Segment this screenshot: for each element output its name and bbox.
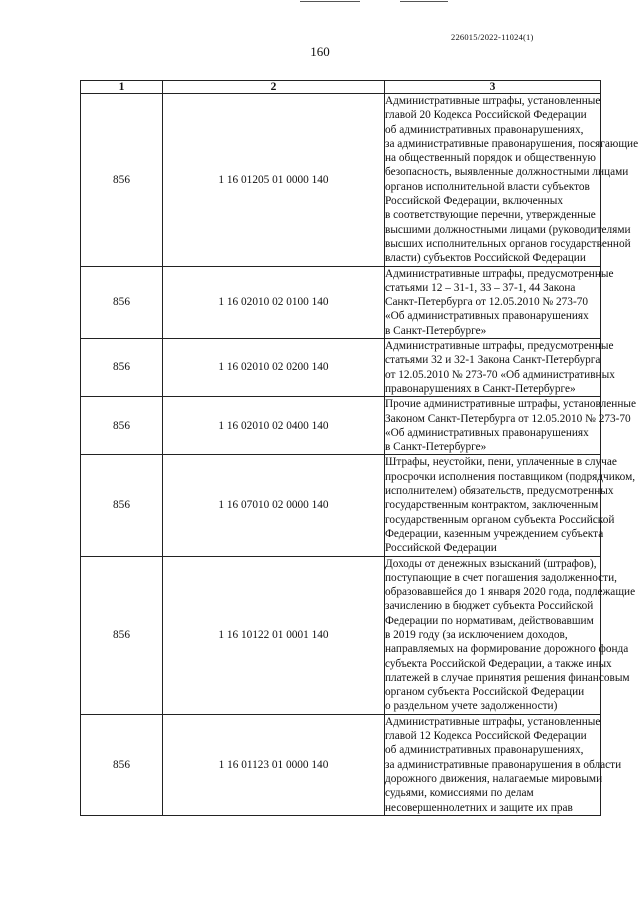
description-line: Российской Федерации (385, 542, 497, 555)
description-line: об административных правонарушениях, (385, 123, 584, 136)
description-cell (385, 714, 622, 815)
budget-classification-code-cell: 1 16 07010 02 0000 140 (163, 455, 385, 556)
description-line: зачислению в бюджет субъекта Российской (385, 600, 594, 613)
description-line: Административные штрафы, установленные (385, 95, 601, 107)
description-line: несовершеннолетних и защите их прав (385, 801, 573, 814)
description-line: Санкт-Петербурга от 12.05.2010 № 273-70 (385, 296, 589, 309)
description-cell (385, 455, 636, 556)
description-line: Федерации по нормативам, действовавшим (385, 614, 594, 627)
description-line: субъекта Российской Федерации, а также иных (385, 657, 612, 670)
description-line: Административные штрафы, предусмотренные (385, 267, 614, 280)
description-line: образовавшейся до 1 января 2020 года, подлежащие (385, 586, 636, 599)
table-body (81, 94, 639, 816)
table-row (81, 94, 601, 267)
budget-classification-code-cell: 1 16 01205 01 0000 140 (163, 94, 385, 267)
document-id: 226015/2022-11024(1) (451, 32, 534, 42)
description-line: «Об административных правонарушениях (385, 310, 589, 323)
admin-code-cell: 856 (81, 266, 163, 338)
description-line: Доходы от денежных взысканий (штрафов), (385, 557, 597, 570)
description-line: статьями 12 – 31-1, 33 – 37-1, 44 Закона (385, 281, 576, 294)
description-line: правонарушениях в Санкт-Петербурге» (385, 382, 576, 395)
description-line: в Санкт-Петербурге» (385, 324, 487, 337)
description-line: в 2019 году (за исключением доходов, (385, 628, 568, 641)
description-line: власти) субъектов Российской Федерации (385, 252, 586, 265)
admin-code-cell: 856 (81, 455, 163, 556)
description-line: за административные правонарушения в области (385, 758, 622, 771)
column-header-1: 1 (81, 81, 163, 94)
table-row (81, 714, 601, 815)
budget-classification-code-cell: 1 16 02010 02 0400 140 (163, 397, 385, 455)
description-cell (385, 94, 639, 267)
description-line: платежей в случае принятия решения финансовым (385, 671, 630, 684)
description-line: Федерации, казенным учреждением субъекта (385, 527, 604, 540)
description-line: в Санкт-Петербурге» (385, 441, 487, 454)
description-line: исполнителем) обязательств, предусмотренных (385, 485, 614, 498)
description-line: Административные штрафы, установленные (385, 715, 601, 728)
table-row (81, 339, 601, 397)
description-line: просрочки исполнения поставщиком (подрядчиком, (385, 470, 636, 483)
budget-classification-code-cell: 1 16 02010 02 0200 140 (163, 339, 385, 397)
description-line: главой 12 Кодекса Российской Федерации (385, 730, 587, 743)
description-line: безопасность, выявленные должностными лицами (385, 166, 629, 179)
table-row (81, 266, 601, 338)
admin-code-cell: 856 (81, 339, 163, 397)
budget-codes-table (80, 80, 639, 816)
budget-classification-code-cell: 1 16 10122 01 0001 140 (163, 556, 385, 714)
description-line: Российской Федерации, включенных (385, 195, 563, 208)
description-line: государственным контрактом, заключенным (385, 499, 599, 512)
description-line: Административные штрафы, предусмотренные (385, 340, 614, 353)
description-line: главой 20 Кодекса Российской Федерации (385, 109, 587, 122)
budget-classification-code-cell: 1 16 02010 02 0100 140 (163, 266, 385, 338)
description-line: судьями, комиссиями по делам (385, 787, 534, 800)
description-line: от 12.05.2010 № 273-70 «Об административных (385, 368, 615, 381)
description-line: Штрафы, неустойки, пени, уплаченные в случае (385, 456, 617, 469)
table-header-row (81, 81, 601, 94)
description-line: о раздельном учете задолженности) (385, 700, 558, 713)
description-line: органом субъекта Российской Федерации (385, 686, 585, 699)
description-cell (385, 266, 614, 338)
description-line: «Об административных правонарушениях (385, 426, 589, 439)
admin-code-cell: 856 (81, 556, 163, 714)
description-cell (385, 397, 636, 455)
description-line: высших исполнительных органов государственной (385, 237, 631, 250)
description-line: за административные правонарушения, посягающие (385, 137, 639, 150)
description-line: поступающие в счет погашения задолженности, (385, 571, 617, 584)
description-line: Прочие административные штрафы, установленные (385, 398, 636, 411)
admin-code-cell: 856 (81, 94, 163, 267)
description-line: об административных правонарушениях, (385, 744, 584, 757)
description-line: в соответствующие перечни, утвержденные (385, 209, 596, 222)
description-line: государственным органом субъекта Российской (385, 513, 615, 526)
page-number: 160 (310, 44, 330, 59)
admin-code-cell: 856 (81, 397, 163, 455)
budget-classification-code-cell: 1 16 01123 01 0000 140 (163, 714, 385, 815)
description-cell (385, 339, 615, 397)
column-header-3: 3 (385, 81, 601, 94)
description-line: Законом Санкт-Петербурга от 12.05.2010 № 273-70 (385, 412, 631, 425)
description-line: высшими должностными лицами (руководителями (385, 223, 631, 236)
table-row (81, 556, 601, 714)
description-line: направляемых на формирование дорожного фонда (385, 643, 629, 656)
column-header-2: 2 (163, 81, 385, 94)
admin-code-cell: 856 (81, 714, 163, 815)
description-line: статьями 32 и 32-1 Закона Санкт-Петербурга (385, 354, 601, 367)
description-line: органов исполнительной власти субъектов (385, 180, 590, 193)
description-cell (385, 556, 636, 714)
description-line: дорожного движения, налагаемые мировыми (385, 772, 603, 785)
description-line: на общественный порядок и общественную (385, 152, 596, 165)
table-row (81, 397, 601, 455)
scan-marks (300, 0, 460, 4)
table-row (81, 455, 601, 556)
